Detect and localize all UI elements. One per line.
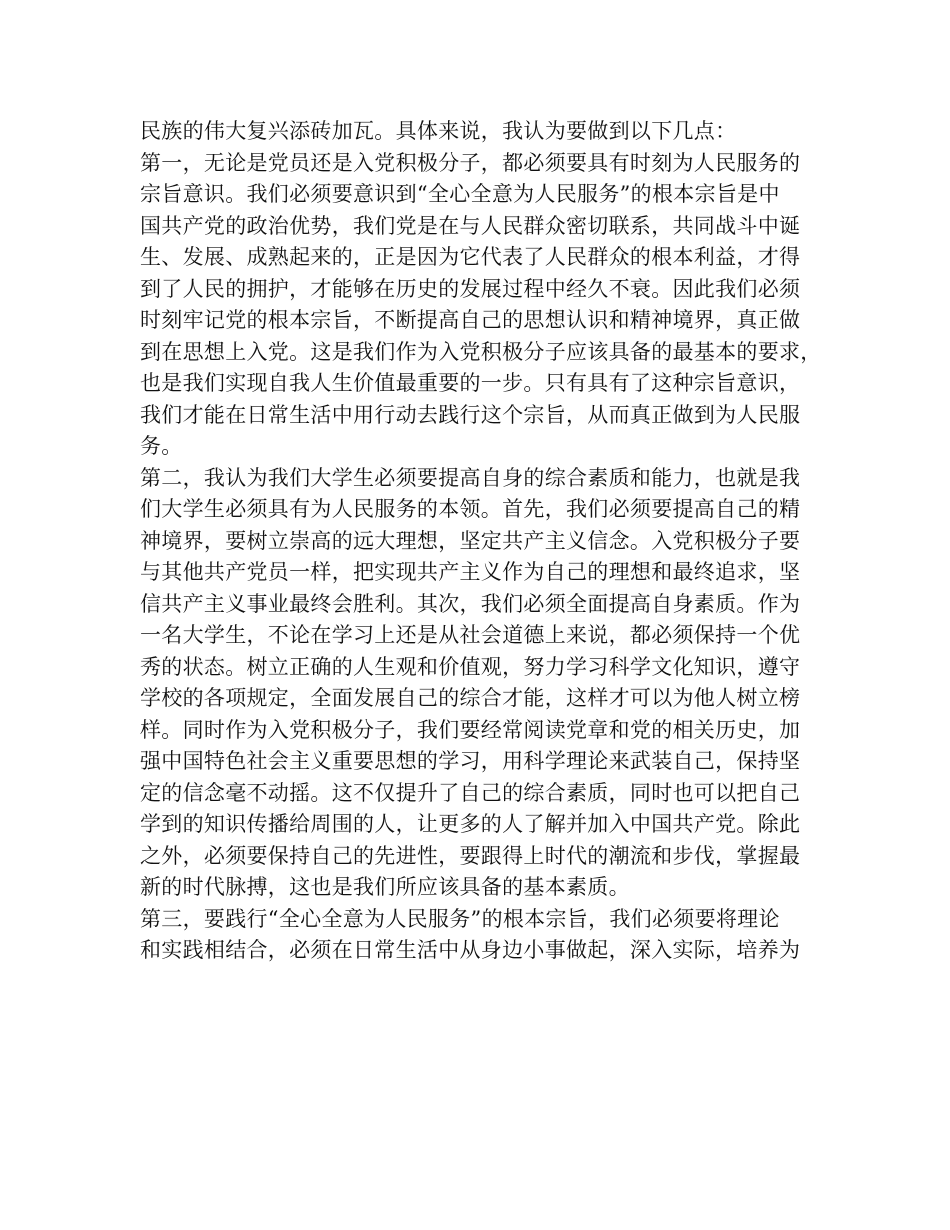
- text-line: 到了人民的拥护，才能够在历史的发展过程中经久不衰。因此我们必须: [140, 276, 801, 301]
- text-line: 国共产党的政治优势，我们党是在与人民群众密切联系，共同战斗中诞: [140, 213, 801, 238]
- text-line: 务。: [140, 434, 183, 458]
- text-line: 民族的伟大复兴添砖加瓦。具体来说，我认为要做到以下几点：: [140, 119, 737, 143]
- text-line: 到在思想上入党。这是我们作为入党积极分子应该具备的最基本的要求，: [140, 339, 822, 364]
- text-line: 强中国特色社会主义重要思想的学习，用科学理论来武装自己，保持坚: [140, 749, 801, 773]
- text-line: 第二，我认为我们大学生必须要提高自身的综合素质和能力，也就是我: [140, 465, 801, 490]
- text-line: 和实践相结合，必须在日常生活中从身边小事做起，深入实际，培养为: [140, 938, 801, 962]
- text-line: 时刻牢记党的根本宗旨，不断提高自己的思想认识和精神境界，真正做: [140, 308, 801, 332]
- text-line: 一名大学生，不论在学习上还是从社会道德上来说，都必须保持一个优: [140, 623, 801, 647]
- text-line: 们大学生必须具有为人民服务的本领。首先，我们必须要提高自己的精: [140, 497, 801, 521]
- text-line: 之外，必须要保持自己的先进性，要跟得上时代的潮流和步伐，掌握最: [140, 843, 801, 868]
- text-line: 秀的状态。树立正确的人生观和价值观，努力学习科学文化知识，遵守: [140, 654, 801, 679]
- text-line: 新的时代脉搏，这也是我们所应该具备的基本素质。: [140, 875, 630, 899]
- text-line: 宗旨意识。我们必须要意识到“全心全意为人民服务”的根本宗旨是中: [140, 182, 780, 206]
- text-line: 信共产主义事业最终会胜利。其次，我们必须全面提高自身素质。作为: [140, 591, 801, 616]
- text-line: 我们才能在日常生活中用行动去践行这个宗旨，从而真正做到为人民服: [140, 402, 801, 427]
- text-line: 学校的各项规定，全面发展自己的综合才能，这样才可以为他人树立榜: [140, 686, 801, 710]
- text-line: 学到的知识传播给周围的人，让更多的人了解并加入中国共产党。除此: [140, 812, 801, 836]
- text-line: 神境界，要树立崇高的远大理想，坚定共产主义信念。入党积极分子要: [140, 528, 801, 553]
- text-line: 第三，要践行“全心全意为人民服务”的根本宗旨，我们必须要将理论: [140, 906, 780, 931]
- document-body: [140, 116, 820, 967]
- text-line: 生、发展、成熟起来的，正是因为它代表了人民群众的根本利益，才得: [140, 245, 801, 269]
- text-line: 也是我们实现自我人生价值最重要的一步。只有具有了这种宗旨意识，: [140, 371, 801, 395]
- text-line: 第一，无论是党员还是入党积极分子，都必须要具有时刻为人民服务的: [140, 150, 801, 175]
- text-line: 样。同时作为入党积极分子，我们要经常阅读党章和党的相关历史，加: [140, 717, 801, 742]
- text-line: 与其他共产党员一样，把实现共产主义作为自己的理想和最终追求，坚: [140, 560, 801, 584]
- text-line: 定的信念毫不动摇。这不仅提升了自己的综合素质，同时也可以把自己: [140, 780, 801, 805]
